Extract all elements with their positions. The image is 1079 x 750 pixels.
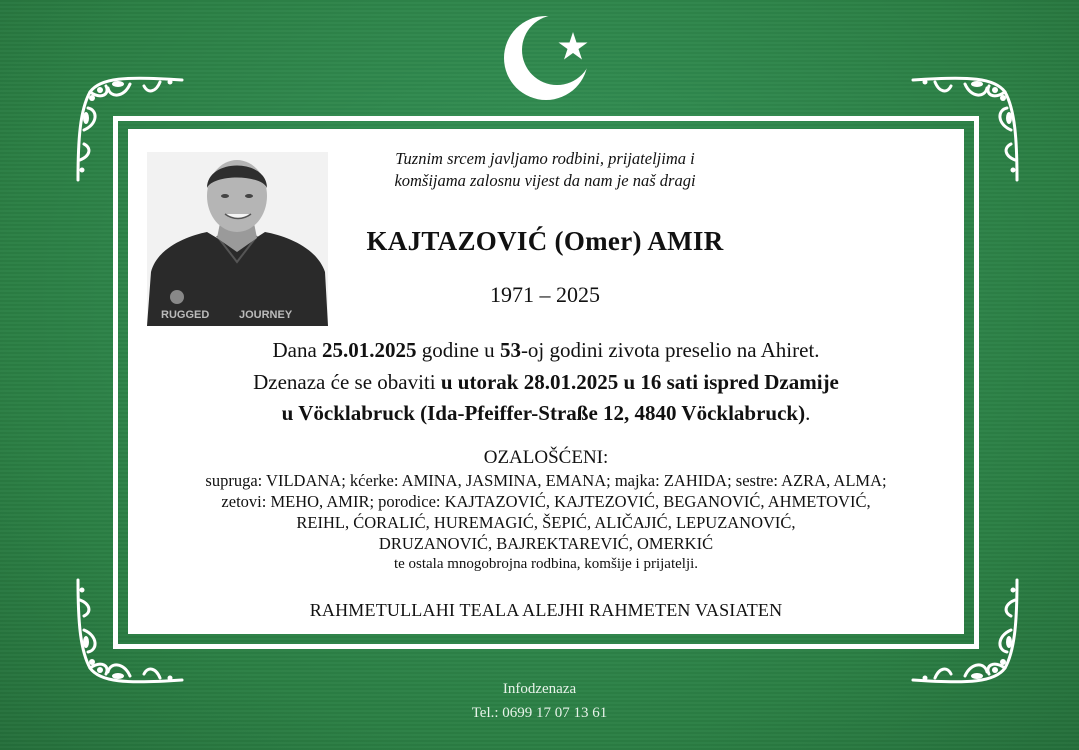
closing-prayer: RAHMETULLAHI TEALA ALEJHI RAHMETEN VASIATEN (309, 600, 783, 620)
mourners-list (140, 470, 952, 575)
text-part: -oj godini zivota preselio na Ahiret. (520, 338, 820, 362)
text-part: . (805, 401, 811, 425)
text-part: Dzenaza će se obaviti (253, 370, 441, 394)
text-part: Dana (272, 338, 323, 362)
mourners-title: OZALOŠĆENI: (483, 447, 609, 468)
mourners-line: supruga: VILDANA; kćerke: AMINA, JASMINA, EMANA; majka: ZAHIDA; sestre: AZRA, ALMA; (205, 471, 887, 490)
deceased-name: KAJTAZOVIĆ (Omer) AMIR (366, 226, 724, 256)
death-date: 25.01.2025 (322, 338, 417, 362)
mourners-rest: te ostala mnogobrojna rodbina, komšije i prijatelji. (393, 556, 699, 572)
intro-text (345, 148, 745, 192)
funeral-address: u Vöcklabruck (Ida-Pfeiffer-Straße 12, 4840 Vöcklabruck) (281, 401, 806, 425)
mourners-line: zetovi: MEHO, AMIR; porodice: KAJTAZOVIĆ, KAJTEZOVIĆ, BEGANOVIĆ, AHMETOVIĆ, (221, 492, 871, 511)
crescent-star-icon (502, 12, 598, 104)
intro-line: komšijama zalosnu vijest da nam je naš dragi (394, 171, 696, 190)
funeral-info (128, 370, 964, 395)
mourners-line: REIHL, ĆORALIĆ, HUREMAGIĆ, ŠEPIĆ, ALIČAJIĆ, LEPUZANOVIĆ, (296, 513, 796, 532)
portrait-photo (147, 152, 328, 326)
death-announcement (128, 338, 964, 363)
life-years: 1971 – 2025 (490, 282, 600, 307)
shirt-text-right: JOURNEY (239, 309, 293, 321)
mourners-line: DRUZANOVIĆ, BAJREKTAREVIĆ, OMERKIĆ (378, 534, 714, 553)
intro-line: Tuznim srcem javljamo rodbini, prijateljima i (395, 149, 695, 168)
age: 53 (499, 338, 521, 362)
shirt-text-left: RUGGED (161, 309, 210, 321)
footer-phone: Tel.: 0699 17 07 13 61 (471, 705, 608, 721)
funeral-location (128, 401, 964, 426)
funeral-time: u utorak 28.01.2025 u 16 sati ispred Dzamije (440, 370, 839, 394)
footer-org: Infodzenaza (502, 681, 577, 697)
text-part: godine u (416, 338, 500, 362)
